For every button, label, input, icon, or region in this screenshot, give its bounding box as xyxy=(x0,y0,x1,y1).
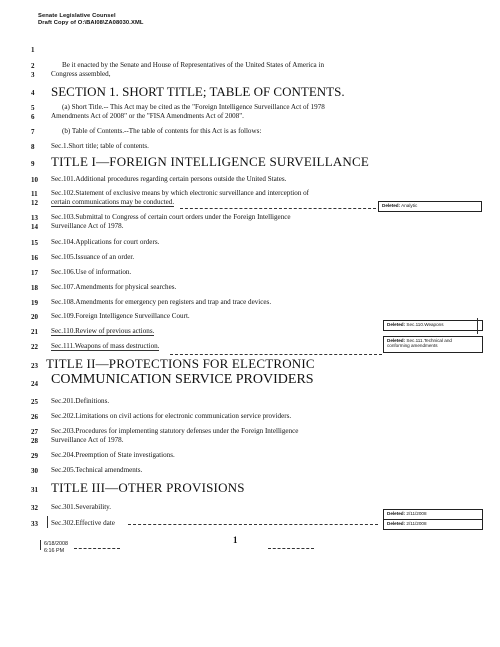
line-number: 9 xyxy=(31,160,35,168)
toc-entry: Sec.205.Technical amendments. xyxy=(51,466,143,474)
line-number: 32 xyxy=(31,504,38,512)
toc-entry: Sec.108.Amendments for emergency pen registers and trap and trace devices. xyxy=(51,298,272,306)
comment-text: Sec.110.Weapons xyxy=(406,322,444,327)
line-number: 22 xyxy=(31,343,38,351)
comment-label: Deleted: xyxy=(387,511,406,516)
comment-balloon[interactable] xyxy=(383,519,483,530)
line-number: 3 xyxy=(31,71,35,79)
section-heading: SECTION 1. SHORT TITLE; TABLE OF CONTENTS. xyxy=(51,84,345,99)
toc-entry: Sec.109.Foreign Intelligence Surveillance Court. xyxy=(51,312,190,320)
change-bar xyxy=(40,540,41,550)
change-bar xyxy=(47,516,48,528)
enacting-clause: Be it enacted by the Senate and House of Representatives of the United States of America in xyxy=(62,61,324,69)
change-bar xyxy=(477,318,478,334)
comment-label: Deleted: xyxy=(382,203,401,208)
comment-label: Deleted: xyxy=(387,322,406,327)
line-number: 17 xyxy=(31,269,38,277)
line-number: 28 xyxy=(31,437,38,445)
title-heading: TITLE II—PROTECTIONS FOR ELECTRONIC xyxy=(46,356,315,371)
line-number: 21 xyxy=(31,328,38,336)
line-number: 30 xyxy=(31,467,38,475)
toc-entry: Sec.106.Use of information. xyxy=(51,268,132,276)
line-number: 11 xyxy=(31,190,38,198)
line-number: 13 xyxy=(31,214,38,222)
footer-rule xyxy=(268,548,314,549)
line-number: 6 xyxy=(31,113,35,121)
line-number: 23 xyxy=(31,362,38,370)
short-title-text-cont: Amendments Act of 2008" or the "FISA Amendments Act of 2008". xyxy=(51,112,244,120)
toc-entry: Sec.105.Issuance of an order. xyxy=(51,253,135,261)
title-heading: TITLE I—FOREIGN INTELLIGENCE SURVEILLANCE xyxy=(51,154,370,169)
toc-entry: Sec.104.Applications for court orders. xyxy=(51,238,160,246)
line-number: 2 xyxy=(31,62,35,70)
toc-entry: Sec.103.Submittal to Congress of certain court orders under the Foreign Intelligence xyxy=(51,213,291,221)
line-number: 19 xyxy=(31,299,38,307)
comment-label: Deleted: xyxy=(387,521,406,526)
toc-entry: Sec.102.Statement of exclusive means by which electronic surveillance and interception of xyxy=(51,189,310,197)
line-number: 4 xyxy=(31,89,35,97)
comment-text: 2/11/2008 xyxy=(406,521,427,526)
line-number: 7 xyxy=(31,128,35,136)
line-number: 31 xyxy=(31,486,38,494)
line-number: 5 xyxy=(31,104,35,112)
line-number: 14 xyxy=(31,223,38,231)
footer-rule xyxy=(74,548,120,549)
toc-entry-inserted: certain communications may be conducted. xyxy=(51,198,175,206)
toc-entry: Sec.202.Limitations on civil actions for electronic communication service providers. xyxy=(51,412,292,420)
line-number: 33 xyxy=(31,520,38,528)
comment-text: conforming amendments xyxy=(387,343,438,348)
line-number: 27 xyxy=(31,428,38,436)
line-number: 8 xyxy=(31,143,35,151)
toc-entry: Sec.107.Amendments for physical searches. xyxy=(51,283,177,291)
header-draft: Draft Copy of O:\BAI08\ZA08030.XML xyxy=(38,20,144,26)
comment-balloon[interactable] xyxy=(383,336,483,353)
comment-leader xyxy=(170,354,382,355)
comment-balloon[interactable] xyxy=(383,320,483,331)
line-number: 15 xyxy=(31,239,38,247)
short-title-text: (a) Short Title.-- This Act may be cited as the "Foreign Intelligence Surveillance Act of 1978 xyxy=(62,103,325,111)
comment-leader xyxy=(128,524,378,525)
toc-entry: Sec.1.Short title; table of contents. xyxy=(51,142,149,150)
toc-entry: Sec.302.Effective date xyxy=(51,519,115,527)
line-number: 29 xyxy=(31,452,38,460)
toc-entry-inserted: Sec.110.Review of previous actions. xyxy=(51,327,155,335)
toc-intro: (b) Table of Contents.--The table of contents for this Act is as follows: xyxy=(62,127,262,135)
comment-balloon[interactable] xyxy=(378,201,482,212)
comment-text: 2/11/2008 xyxy=(406,511,427,516)
title-heading: TITLE III—OTHER PROVISIONS xyxy=(51,480,245,495)
header-org: Senate Legislative Counsel xyxy=(38,13,116,19)
toc-entry-cont: Surveillance Act of 1978. xyxy=(51,436,124,444)
toc-entry: Sec.204.Preemption of State investigations. xyxy=(51,451,175,459)
comment-text: Analytic xyxy=(401,203,418,208)
toc-entry-cont: Surveillance Act of 1978. xyxy=(51,222,124,230)
line-number: 1 xyxy=(31,46,35,54)
line-number: 25 xyxy=(31,398,38,406)
toc-entry: Sec.201.Definitions. xyxy=(51,397,110,405)
title-heading-cont: COMMUNICATION SERVICE PROVIDERS xyxy=(51,372,314,387)
line-number: 24 xyxy=(31,380,38,388)
toc-entry-inserted: Sec.111.Weapons of mass destruction. xyxy=(51,342,160,350)
line-number: 20 xyxy=(31,313,38,321)
comment-leader xyxy=(180,208,376,209)
line-number: 12 xyxy=(31,199,38,207)
line-number: 26 xyxy=(31,413,38,421)
comment-label: Deleted: xyxy=(387,338,406,343)
comment-text: Sec.111.Technical and xyxy=(406,338,452,343)
toc-entry: Sec.101.Additional procedures regarding certain persons outside the United States. xyxy=(51,175,287,183)
footer-time: 6:16 PM xyxy=(44,548,65,554)
toc-entry: Sec.203.Procedures for implementing statutory defenses under the Foreign Intelligence xyxy=(51,427,299,435)
enacting-clause-cont: Congress assembled, xyxy=(51,70,111,78)
footer-date: 6/18/2008 xyxy=(44,541,68,547)
line-number: 16 xyxy=(31,254,38,262)
page-number: 1 xyxy=(233,535,238,545)
line-number: 18 xyxy=(31,284,38,292)
toc-entry: Sec.301.Severability. xyxy=(51,503,112,511)
line-number: 10 xyxy=(31,176,38,184)
